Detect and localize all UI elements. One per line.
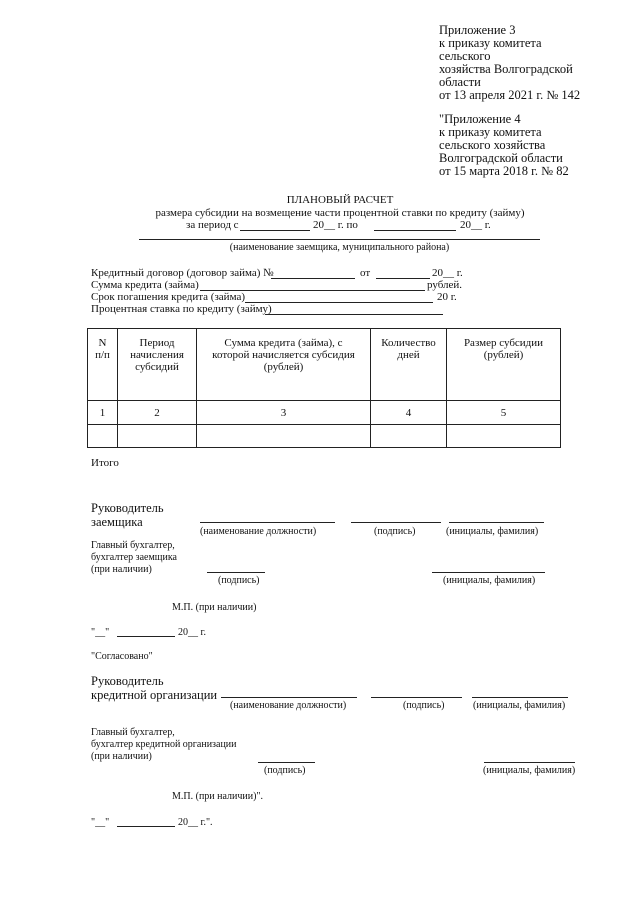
header-cell-days: Количество дней — [371, 329, 447, 401]
bank-head-position-line[interactable] — [221, 697, 357, 698]
appendix-new-block — [439, 24, 580, 102]
header-cell-subsidy: Размер субсидии (рублей) — [447, 329, 561, 401]
stamp-placeholder-1: М.П. (при наличии) — [172, 602, 257, 613]
bank-accountant-signature-line[interactable] — [258, 762, 315, 763]
bank-accountant-signature-caption: (подпись) — [264, 765, 306, 776]
date-1-year: 20__ г. — [178, 627, 206, 638]
appendix-old-line: Волгоградской области — [439, 151, 563, 165]
bank-accountant-initials-line[interactable] — [484, 762, 575, 763]
maturity-label: Срок погашения кредита (займа) — [91, 291, 245, 303]
period-prefix: за период с — [186, 219, 239, 231]
borrower-accountant-signature-caption: (подпись) — [218, 575, 260, 586]
borrower-head-label: Руководитель заемщика — [91, 501, 164, 529]
table-column-number: 3 — [197, 401, 371, 425]
borrower-head-initials-caption: (инициалы, фамилия) — [446, 526, 539, 537]
table-cell[interactable] — [447, 425, 561, 448]
table-cell[interactable] — [197, 425, 371, 448]
bank-head-label: Руководитель кредитной организации — [91, 674, 218, 702]
appendix-old-line: "Приложение 4 — [439, 112, 521, 126]
bank-head-position-caption: (наименование должности) — [230, 700, 347, 711]
interest-rate-line[interactable] — [265, 314, 443, 315]
header-cell-number: N п/п — [88, 329, 118, 401]
table-column-number: 5 — [447, 401, 561, 425]
appendix-old-line: к приказу комитета — [439, 125, 542, 139]
borrower-head-position-line[interactable] — [200, 522, 335, 523]
bank-head-signature-line[interactable] — [371, 697, 462, 698]
loan-agreement-number-line[interactable] — [271, 278, 355, 279]
date-2-prefix: "__" — [91, 817, 110, 828]
table-column-number: 4 — [371, 401, 447, 425]
borrower-accountant-label: Главный бухгалтер, бухгалтер заемщика (при наличии) — [91, 540, 177, 575]
maturity-line[interactable] — [245, 302, 433, 303]
table-cell[interactable] — [118, 425, 197, 448]
appendix-new-line: к приказу комитета — [439, 36, 542, 50]
date-2-month-line[interactable] — [117, 826, 175, 827]
appendix-new-line: сельского — [439, 49, 491, 63]
borrower-head-initials-line[interactable] — [449, 522, 544, 523]
date-2-year: 20__ г.". — [178, 817, 213, 828]
subsidy-table — [87, 328, 561, 448]
borrower-head-signature-caption: (подпись) — [374, 526, 416, 537]
table-column-number: 1 — [88, 401, 118, 425]
loan-amount-currency: рублей. — [427, 279, 463, 291]
bank-accountant-label: Главный бухгалтер, бухгалтер кредитной организации (при наличии) — [91, 727, 237, 762]
borrower-accountant-initials-caption: (инициалы, фамилия) — [443, 575, 536, 586]
borrower-accountant-signature-line[interactable] — [207, 572, 265, 573]
period-year-b: 20__ г. — [460, 219, 491, 231]
total-label: Итого — [91, 457, 119, 469]
bank-accountant-initials-caption: (инициалы, фамилия) — [483, 765, 576, 776]
header-cell-loan-amount: Сумма кредита (займа), с которой начисляется субсидия (рублей) — [197, 329, 371, 401]
appendix-new-line: от 13 апреля 2021 г. № 142 — [439, 88, 581, 102]
loan-amount-label: Сумма кредита (займа) — [91, 279, 199, 291]
borrower-caption: (наименование заемщика, муниципального района) — [229, 242, 450, 253]
agreed-label: "Согласовано" — [91, 651, 153, 662]
table-number-row — [88, 401, 561, 425]
period-end-line[interactable] — [374, 230, 456, 231]
table-header-row — [88, 329, 561, 401]
borrower-accountant-initials-line[interactable] — [432, 572, 545, 573]
date-1-month-line[interactable] — [117, 636, 175, 637]
header-cell-period: Период начисления субсидий — [118, 329, 197, 401]
bank-head-signature-caption: (подпись) — [403, 700, 445, 711]
loan-agreement-from: от — [360, 267, 371, 279]
bank-head-initials-line[interactable] — [472, 697, 568, 698]
maturity-year: 20 г. — [437, 291, 457, 303]
appendix-new-line: хозяйства Волгоградской — [439, 62, 573, 76]
document-subtitle: размера субсидии на возмещение части процентной ставки по кредиту (займу) — [155, 207, 525, 219]
loan-agreement-label: Кредитный договор (договор займа) № — [91, 267, 274, 279]
appendix-old-line: от 15 марта 2018 г. № 82 — [439, 164, 569, 178]
period-year-a: 20__ г. по — [313, 219, 358, 231]
borrower-head-signature-line[interactable] — [351, 522, 441, 523]
document-title: ПЛАНОВЫЙ РАСЧЕТ — [286, 194, 394, 206]
table-cell[interactable] — [371, 425, 447, 448]
borrower-head-position-caption: (наименование должности) — [200, 526, 317, 537]
table-row[interactable] — [88, 425, 561, 448]
bank-head-initials-caption: (инициалы, фамилия) — [473, 700, 566, 711]
table-column-number: 2 — [118, 401, 197, 425]
interest-rate-label: Процентная ставка по кредиту (займу) — [91, 303, 272, 315]
appendix-old-block — [439, 113, 569, 178]
appendix-new-line: Приложение 3 — [439, 23, 516, 37]
borrower-name-line[interactable] — [139, 239, 540, 240]
stamp-placeholder-2: М.П. (при наличии)". — [172, 791, 264, 802]
loan-agreement-date-line[interactable] — [376, 278, 430, 279]
date-1-prefix: "__" — [91, 627, 110, 638]
appendix-old-line: сельского хозяйства — [439, 138, 546, 152]
table-cell[interactable] — [88, 425, 118, 448]
loan-agreement-year: 20__ г. — [432, 267, 463, 279]
appendix-new-line: области — [439, 75, 481, 89]
period-start-line[interactable] — [240, 230, 310, 231]
